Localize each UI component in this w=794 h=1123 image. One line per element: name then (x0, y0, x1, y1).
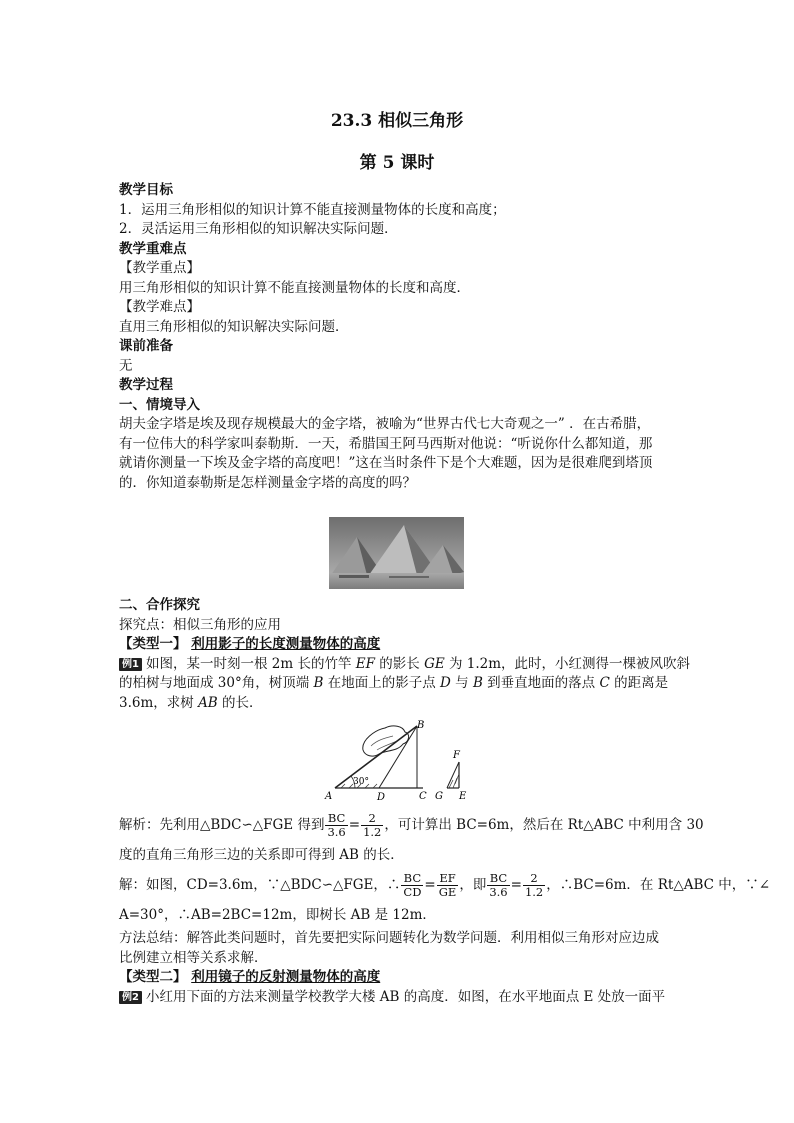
pyramid-illustration (329, 517, 464, 589)
ex1-text: 如图，某一时刻一根 2m 长的竹竿 (145, 655, 356, 672)
tree-shadow-figure (323, 720, 483, 802)
process-heading: 教学过程 (119, 377, 173, 393)
intro-line-1: 胡夫金字塔是埃及现存规模最大的金字塔，被喻为“世界古代七大奇观之一” ．在古希腊， (119, 416, 651, 432)
type-1-title: 利用影子的长度测量物体的高度 (191, 636, 381, 652)
method-line-1: 方法总结：解答此类问题时，首先要把实际问题转化为数学问题．利用相似三角形对应边成 (119, 930, 659, 946)
fraction-den: 1.2 (363, 825, 382, 839)
equals-sign: = (348, 817, 361, 833)
type-2-label: 【类型二】 (119, 969, 187, 985)
ex1-var: AB (198, 694, 218, 711)
ex1-var: EF (355, 655, 375, 672)
intro-line-4: 的．你知道泰勒斯是怎样测量金字塔的高度的吗？ (119, 474, 416, 491)
method-section (119, 929, 679, 1007)
label-c: C (419, 791, 427, 802)
intro-line-2: 有一位伟大的科学家叫泰勒斯．一天，希腊国王阿马西斯对他说：“听说你什么都知道，那 (119, 435, 653, 452)
fraction-den: 3.6 (327, 825, 346, 839)
fraction (437, 872, 459, 899)
solution-text: ，即 (459, 877, 487, 893)
fraction-den: CD (403, 885, 422, 899)
ex1-text: 的柏树与地面成 30°角，树顶端 (119, 675, 314, 691)
fraction-den: GE (438, 885, 457, 899)
fraction-den: 1.2 (524, 885, 544, 899)
goal-item-2: 2．灵活运用三角形相似的知识解决实际问题． (119, 221, 398, 237)
type-2-title: 利用镜子的反射测量物体的高度 (191, 969, 381, 985)
difficulty-label: 【教学难点】 (119, 299, 200, 315)
analysis-line-2: 度的直角三角形三边的关系即可得到 AB 的长． (119, 847, 404, 863)
keypoints-heading: 教学重难点 (119, 240, 187, 257)
explore-section (119, 596, 691, 713)
document-title: 23.3 相似三角形 (330, 111, 464, 131)
ex1-var: D (440, 675, 451, 691)
equals-sign: = (424, 877, 436, 893)
fraction-num: 2 (523, 872, 545, 886)
main-content (119, 181, 679, 493)
solution-text: ，∴BC=6m．在 Rt△ABC 中，∵∠ (546, 877, 771, 893)
pyramid-photo (329, 517, 464, 589)
intro-line-3: 就请你测量一下埃及金字塔的高度吧！”这在当时条件下是个大难题，因为是很难爬到塔顶 (119, 455, 653, 471)
section-2-heading: 二、合作探究 (119, 597, 200, 613)
ex1-text: 的长． (217, 694, 263, 711)
label-g: G (435, 791, 443, 802)
ex1-var: C (599, 675, 610, 691)
label-b: B (417, 720, 425, 731)
ex1-text: 3.6m，求树 (119, 694, 199, 711)
section-1-heading: 一、情境导入 (119, 396, 200, 413)
fraction-num: EF (437, 872, 459, 886)
prep-text: 无 (119, 357, 133, 374)
prep-heading: 课前准备 (119, 338, 173, 354)
solution-line-2: A=30°，∴AB=2BC=12m，即树长 AB 是 12m． (119, 907, 436, 923)
fraction (487, 872, 509, 899)
fraction (325, 812, 347, 839)
label-e: E (459, 791, 467, 802)
fraction-num: BC (401, 872, 423, 886)
analysis-text: 解析：先利用△BDC∽△FGE 得到 (119, 817, 325, 833)
difficulty-text: 直用三角形相似的知识解决实际问题． (119, 318, 349, 335)
ex1-text: 在地面上的影子点 (323, 675, 441, 691)
goals-heading: 教学目标 (119, 182, 173, 198)
goal-item-1: 1．运用三角形相似的知识计算不能直接测量物体的长度和高度； (119, 201, 506, 218)
angle-label: 30° (353, 777, 369, 787)
explore-point: 探究点：相似三角形的应用 (119, 616, 281, 633)
analysis-line-1 (119, 811, 704, 839)
focus-label: 【教学重点】 (119, 260, 200, 276)
ex1-text: 与 (450, 675, 473, 691)
label-f: F (453, 750, 460, 761)
fraction (361, 812, 383, 839)
fraction-num: 2 (361, 812, 383, 826)
label-a: A (325, 791, 333, 802)
method-line-2: 比例建立相等关系求解． (119, 949, 268, 966)
fraction (523, 872, 545, 899)
ex1-var: B (313, 675, 324, 691)
ex1-var: B (472, 675, 483, 691)
lesson-subtitle: 第 5 课时 (359, 153, 435, 173)
fraction (401, 872, 423, 899)
analysis-text: ，可计算出 BC=6m，然后在 Rt△ABC 中利用含 30 (384, 817, 704, 833)
ex1-text: 到垂直地面的落点 (482, 675, 600, 691)
solution-line-1 (119, 871, 771, 899)
fraction-num: BC (487, 872, 509, 886)
fraction-den: 3.6 (489, 885, 508, 899)
label-d: D (377, 792, 386, 802)
example-1-badge: 例1 (119, 658, 142, 671)
fraction-num: BC (325, 812, 347, 826)
ex1-text: 的影长 (374, 655, 425, 672)
ex1-text: 的距离是 (609, 675, 669, 691)
solution-text: 解：如图，CD=3.6m，∵△BDC∽△FGE，∴ (119, 877, 401, 893)
focus-text: 用三角形相似的知识计算不能直接测量物体的长度和高度． (119, 279, 470, 296)
type-1-label: 【类型一】 (119, 636, 187, 652)
example-2-badge: 例2 (119, 991, 142, 1004)
example-2-text: 小红用下面的方法来测量学校教学大楼 AB 的高度．如图，在水平地面点 E 处放一面平 (145, 988, 666, 1005)
ex1-text: 为 1.2m，此时，小红测得一棵被风吹斜 (444, 655, 691, 672)
equals-sign: = (510, 877, 522, 893)
ex1-var: GE (424, 655, 445, 672)
geometry-diagram (323, 720, 483, 802)
